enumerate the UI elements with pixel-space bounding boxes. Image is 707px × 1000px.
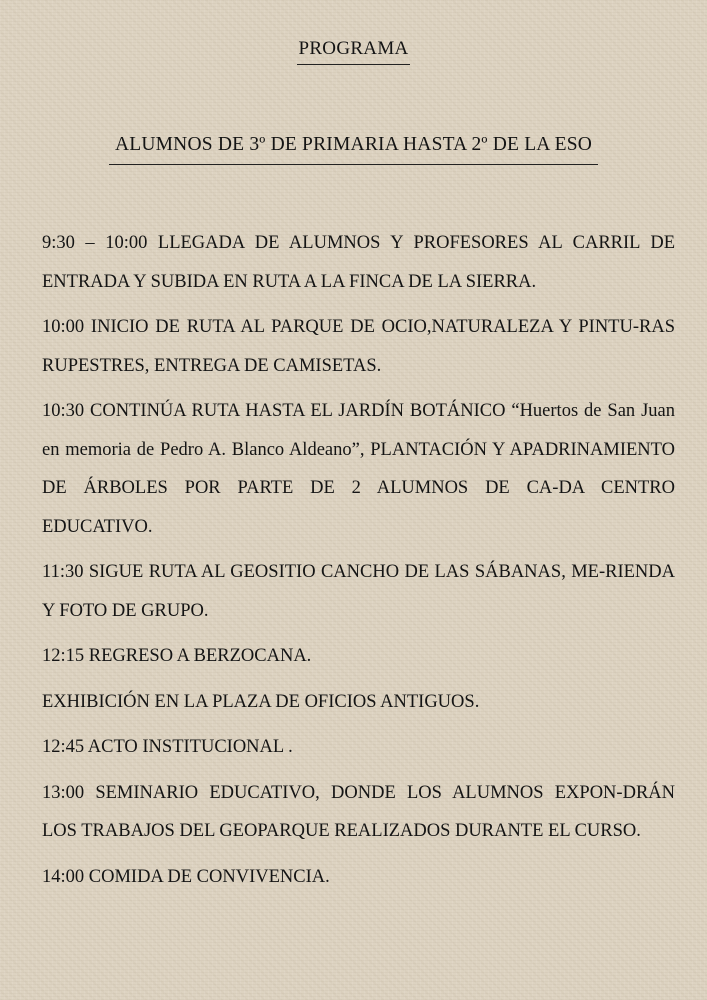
program-title-text: PROGRAMA xyxy=(297,38,409,65)
schedule-item: 12:45 ACTO INSTITUCIONAL . xyxy=(42,737,293,757)
schedule-item: 9:30 – 10:00 LLEGADA DE ALUMNOS Y PROFESORES AL CARRIL DE ENTRADA Y SUBIDA EN RUTA A LA FINCA DE LA SIERRA. xyxy=(42,233,675,292)
schedule-item: 12:15 REGRESO A BERZOCANA. xyxy=(42,646,312,666)
schedule-item: 10:30 CONTINÚA RUTA HASTA EL JARDÍN BOTÁNICO “Huertos de San Juan en memoria de Pedro A. Blanco Aldeano”, PLANTACIÓN Y APADRINAMIENTO DE ÁRBOLES POR PARTE DE 2 ALUMNOS DE CA-DA CENTRO EDUCATIVO. xyxy=(42,401,675,537)
schedule-item: 10:00 INICIO DE RUTA AL PARQUE DE OCIO,NATURALEZA Y PINTU-RAS RUPESTRES, ENTREGA DE CAMISETAS. xyxy=(42,317,675,376)
audience-subtitle xyxy=(0,134,707,165)
program-title xyxy=(0,38,707,65)
schedule-item: 13:00 SEMINARIO EDUCATIVO, DONDE LOS ALUMNOS EXPON-DRÁN LOS TRABAJOS DEL GEOPARQUE REALIZADOS DURANTE EL CURSO. xyxy=(42,782,675,841)
schedule-item: EXHIBICIÓN EN LA PLAZA DE OFICIOS ANTIGUOS. xyxy=(42,691,480,712)
audience-subtitle-text: ALUMNOS DE 3º DE PRIMARIA HASTA 2º DE LA ESO xyxy=(109,134,598,165)
schedule-item: 11:30 SIGUE RUTA AL GEOSITIO CANCHO DE LAS SÁBANAS, ME-RIENDA Y FOTO DE GRUPO. xyxy=(42,562,675,621)
schedule-item: 14:00 COMIDA DE CONVIVENCIA. xyxy=(42,866,330,887)
schedule-list xyxy=(42,224,675,903)
